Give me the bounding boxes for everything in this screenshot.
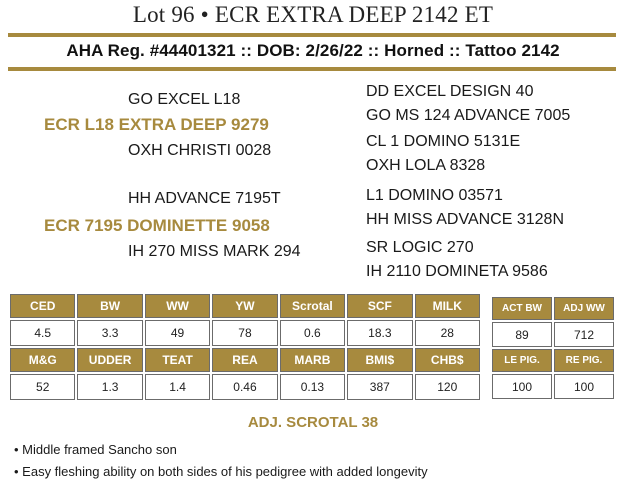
epd-value-bw: 3.3 xyxy=(77,320,142,346)
epd-value-mg: 52 xyxy=(10,374,75,400)
epd-header-bw: BW xyxy=(77,294,142,318)
epd-value-scrotal: 0.6 xyxy=(280,320,345,346)
epd-value-yw: 78 xyxy=(212,320,277,346)
epd-header-rea: REA xyxy=(212,348,277,372)
pedigree-sire-dam: OXH CHRISTI 0028 xyxy=(128,142,272,159)
pedigree-gg4: OXH LOLA 8328 xyxy=(366,157,486,174)
epd-value-marb: 0.13 xyxy=(280,374,345,400)
epd-header-ww: WW xyxy=(145,294,210,318)
epd-header-chb: CHB$ xyxy=(415,348,480,372)
pedigree-dam-sire: HH ADVANCE 7195T xyxy=(128,190,281,207)
registration-line: AHA Reg. #44401321 :: DOB: 2/26/22 :: Horned :: Tattoo 2142 xyxy=(66,41,560,60)
epd-header-row-1 xyxy=(10,294,480,318)
epd-value-teat: 1.4 xyxy=(145,374,210,400)
actual-value-re-pig: 100 xyxy=(554,374,614,399)
pedigree-gg2: GO MS 124 ADVANCE 7005 xyxy=(366,107,571,124)
epd-table xyxy=(8,292,482,402)
actual-header-le-pig: LE PIG. xyxy=(492,349,552,372)
pedigree-dam-dam: IH 270 MISS MARK 294 xyxy=(128,243,301,260)
epd-value-row-1 xyxy=(10,320,480,346)
title-rule-top xyxy=(8,33,616,37)
epd-header-scrotal: Scrotal xyxy=(280,294,345,318)
epd-header-udder: UDDER xyxy=(77,348,142,372)
actual-value-adj-ww: 712 xyxy=(554,322,614,347)
pedigree-sire-sire: GO EXCEL L18 xyxy=(128,91,241,108)
epd-header-ced: CED xyxy=(10,294,75,318)
note-item: • Easy fleshing ability on both sides of his pedigree with added longevity xyxy=(14,464,428,479)
epd-value-ced: 4.5 xyxy=(10,320,75,346)
actuals-header-row-1 xyxy=(492,297,614,320)
actuals-header-row-2 xyxy=(492,349,614,372)
pedigree-dam: ECR 7195 DOMINETTE 9058 xyxy=(44,216,270,235)
pedigree-gg7: SR LOGIC 270 xyxy=(366,239,474,256)
actual-value-le-pig: 100 xyxy=(492,374,552,399)
actual-header-adj-ww: ADJ WW xyxy=(554,297,614,320)
pedigree-gg3: CL 1 DOMINO 5131E xyxy=(366,133,521,150)
epd-value-rea: 0.46 xyxy=(212,374,277,400)
pedigree-gg8: IH 2110 DOMINETA 9586 xyxy=(366,263,548,280)
actuals-value-row-1 xyxy=(492,322,614,347)
epd-header-mg: M&G xyxy=(10,348,75,372)
epd-value-milk: 28 xyxy=(415,320,480,346)
epd-header-marb: MARB xyxy=(280,348,345,372)
lot-title: Lot 96 • ECR EXTRA DEEP 2142 ET xyxy=(132,2,494,27)
epd-header-yw: YW xyxy=(212,294,277,318)
pedigree-gg5: L1 DOMINO 03571 xyxy=(366,187,503,204)
epd-header-row-2 xyxy=(10,348,480,372)
actuals-value-row-2 xyxy=(492,374,614,399)
actuals-table xyxy=(490,295,616,401)
epd-value-scf: 18.3 xyxy=(347,320,412,346)
epd-value-chb: 120 xyxy=(415,374,480,400)
epd-header-teat: TEAT xyxy=(145,348,210,372)
pedigree-gg1: DD EXCEL DESIGN 40 xyxy=(366,83,534,100)
actual-header-act-bw: ACT BW xyxy=(492,297,552,320)
actual-value-act-bw: 89 xyxy=(492,322,552,347)
actual-header-re-pig: RE PIG. xyxy=(554,349,614,372)
epd-value-row-2 xyxy=(10,374,480,400)
epd-value-udder: 1.3 xyxy=(77,374,142,400)
title-rule-bottom xyxy=(8,67,616,71)
epd-value-ww: 49 xyxy=(145,320,210,346)
epd-header-milk: MILK xyxy=(415,294,480,318)
epd-value-bmi: 387 xyxy=(347,374,412,400)
pedigree-gg6: HH MISS ADVANCE 3128N xyxy=(366,211,564,228)
adj-scrotal: ADJ. SCROTAL 38 xyxy=(247,414,379,431)
note-item: • Middle framed Sancho son xyxy=(14,442,177,457)
pedigree-sire: ECR L18 EXTRA DEEP 9279 xyxy=(44,115,269,134)
epd-header-bmi: BMI$ xyxy=(347,348,412,372)
epd-header-scf: SCF xyxy=(347,294,412,318)
